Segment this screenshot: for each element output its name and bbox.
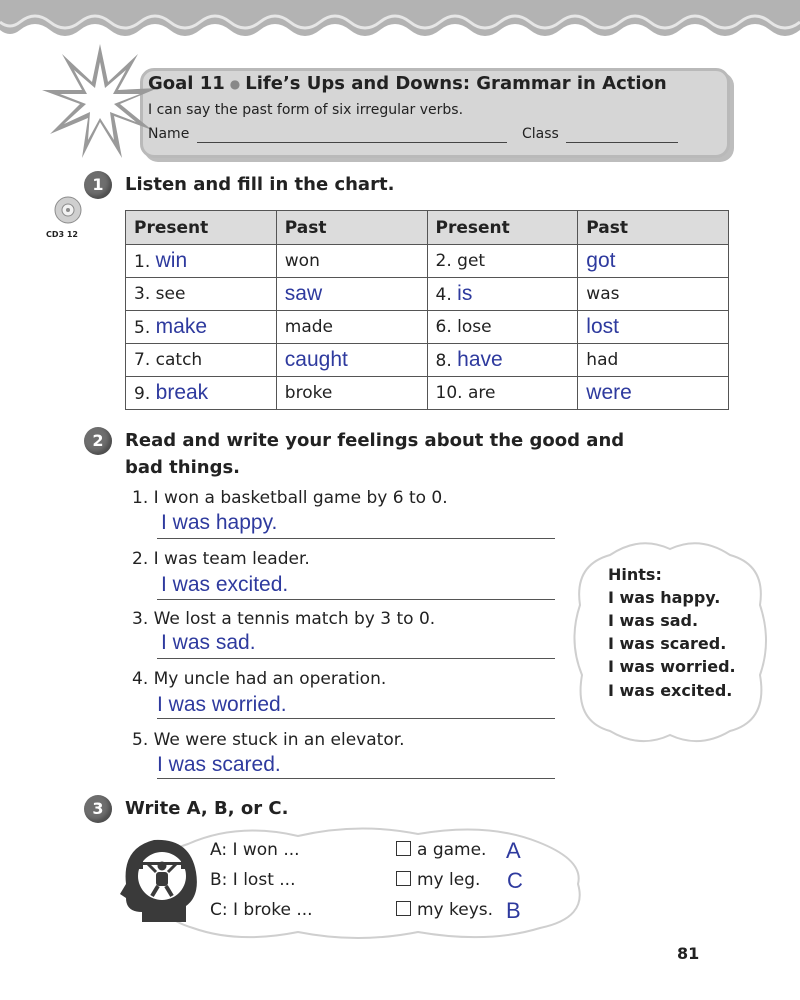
ex3-option-game <box>396 840 486 860</box>
hint-item: I was sad. <box>608 611 699 630</box>
question-2: 2. I was team leader. <box>132 549 310 569</box>
option-text: a game. <box>417 840 487 860</box>
item-number: 4. <box>435 285 452 305</box>
answer-handwritten: is <box>457 282 473 305</box>
head-silhouette-icon <box>112 836 202 924</box>
answer-3[interactable]: I was sad. <box>161 631 256 654</box>
item-number: 2. <box>435 251 452 271</box>
cell-text: catch <box>155 350 203 370</box>
cell-text: see <box>155 284 186 304</box>
answer-line <box>157 658 555 659</box>
goal-label: Goal 11 <box>148 73 225 94</box>
verb-chart <box>125 210 729 410</box>
chart-header-row <box>126 211 729 245</box>
ex3-answer-2[interactable]: C <box>507 868 523 893</box>
header-present-2: Present <box>427 211 578 245</box>
answer-4[interactable]: I was worried. <box>157 693 287 716</box>
cell-present-2[interactable] <box>427 278 578 311</box>
item-number: 6. <box>435 317 452 337</box>
cell-text: broke <box>284 383 333 403</box>
page-number: 81 <box>677 944 700 963</box>
section-3-title: Write A, B, or C. <box>125 798 289 819</box>
hint-item: I was scared. <box>608 634 727 653</box>
item-number: 7. <box>134 350 151 370</box>
cell-present-2 <box>427 311 578 344</box>
class-label: Class <box>522 126 559 142</box>
table-row <box>126 311 729 344</box>
cell-past-1[interactable] <box>276 278 427 311</box>
class-field[interactable] <box>566 142 678 143</box>
answer-handwritten: saw <box>284 282 323 305</box>
starburst-icon <box>40 42 160 162</box>
section-2-title-line1: Read and write your feelings about the good and <box>125 430 625 451</box>
cell-present-1 <box>126 344 277 377</box>
table-row <box>126 278 729 311</box>
answer-line <box>157 718 555 719</box>
item-number: 9. <box>134 384 151 404</box>
cell-past-2[interactable] <box>578 245 729 278</box>
hint-item: I was happy. <box>608 588 721 607</box>
table-row <box>126 377 729 410</box>
answer-checkbox[interactable] <box>396 841 411 856</box>
header-past-2: Past <box>578 211 729 245</box>
answer-5[interactable]: I was scared. <box>157 753 281 776</box>
bullet-icon: ● <box>229 77 241 91</box>
answer-line <box>157 778 555 779</box>
cell-present-2[interactable] <box>427 344 578 377</box>
item-number: 10. <box>435 383 463 403</box>
question-4: 4. My uncle had an operation. <box>132 669 387 689</box>
cell-present-1[interactable] <box>126 377 277 410</box>
answer-handwritten: got <box>586 249 616 272</box>
question-1: 1. I won a basketball game by 6 to 0. <box>132 488 448 508</box>
answer-line <box>157 538 555 539</box>
answer-1[interactable]: I was happy. <box>161 511 278 534</box>
answer-handwritten: caught <box>284 348 348 371</box>
answer-handwritten: win <box>155 249 188 272</box>
cell-text: get <box>457 251 486 271</box>
answer-handwritten: have <box>457 348 503 371</box>
cell-present-2 <box>427 377 578 410</box>
cell-text: won <box>284 251 320 271</box>
answer-handwritten: were <box>586 381 632 404</box>
ex3-left-a: A: I won ... <box>210 840 300 860</box>
cell-past-2 <box>578 344 729 377</box>
cell-past-2 <box>578 278 729 311</box>
ex3-option-keys <box>396 900 493 920</box>
cell-text: made <box>284 317 334 337</box>
question-3: 3. We lost a tennis match by 3 to 0. <box>132 609 436 629</box>
name-label: Name <box>148 126 190 142</box>
ex3-answer-3[interactable]: B <box>506 898 521 923</box>
hint-item: I was excited. <box>608 681 733 700</box>
section-3-number: 3 <box>84 795 112 823</box>
option-text: my keys. <box>417 900 494 920</box>
cell-past-1 <box>276 377 427 410</box>
section-2-title-line2: bad things. <box>125 457 241 478</box>
hint-item: I was worried. <box>608 657 736 676</box>
section-2-number: 2 <box>84 427 112 455</box>
table-row <box>126 245 729 278</box>
ex3-option-leg <box>396 870 480 890</box>
cell-past-1[interactable] <box>276 344 427 377</box>
option-text: my leg. <box>417 870 481 890</box>
goal-title <box>148 73 667 94</box>
goal-description: I can say the past form of six irregular verbs. <box>148 102 464 118</box>
item-number: 5. <box>134 318 151 338</box>
section-1-title: Listen and fill in the chart. <box>125 174 395 195</box>
cd-icon <box>48 196 88 230</box>
cell-past-1 <box>276 311 427 344</box>
item-number: 1. <box>134 252 151 272</box>
cell-past-2[interactable] <box>578 311 729 344</box>
name-field[interactable] <box>197 142 507 143</box>
cell-present-1 <box>126 278 277 311</box>
cell-present-1[interactable] <box>126 245 277 278</box>
question-5: 5. We were stuck in an elevator. <box>132 730 405 750</box>
header-present-1: Present <box>126 211 277 245</box>
answer-line <box>157 599 555 600</box>
hints-title: Hints: <box>608 565 662 584</box>
cell-past-2[interactable] <box>578 377 729 410</box>
cell-text: are <box>467 383 496 403</box>
answer-handwritten: lost <box>586 315 619 338</box>
item-number: 3. <box>134 284 151 304</box>
table-row <box>126 344 729 377</box>
cell-past-1 <box>276 245 427 278</box>
goal-title-text: Life’s Ups and Downs: Grammar in Action <box>245 73 667 94</box>
cell-text: lose <box>457 317 492 337</box>
header-past-1: Past <box>276 211 427 245</box>
cell-present-1[interactable] <box>126 311 277 344</box>
answer-2[interactable]: I was excited. <box>161 573 289 596</box>
cell-present-2 <box>427 245 578 278</box>
item-number: 8. <box>435 351 452 371</box>
cell-text: was <box>586 284 620 304</box>
answer-handwritten: break <box>155 381 209 404</box>
cell-text: had <box>586 350 619 370</box>
ex3-answer-1[interactable]: A <box>506 838 521 863</box>
ex3-left-b: B: I lost ... <box>210 870 296 890</box>
cd-track-label: CD3 12 <box>46 230 78 239</box>
answer-checkbox[interactable] <box>396 871 411 886</box>
answer-checkbox[interactable] <box>396 901 411 916</box>
section-1-number: 1 <box>84 171 112 199</box>
answer-handwritten: make <box>155 315 207 338</box>
ex3-left-c: C: I broke ... <box>210 900 313 920</box>
